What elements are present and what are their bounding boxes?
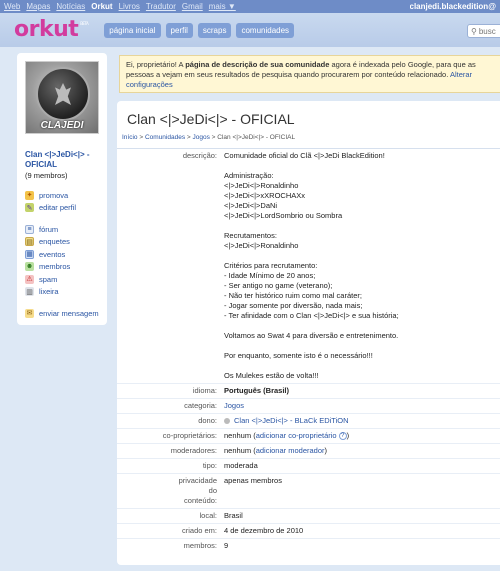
location-value: Brasil: [224, 511, 243, 520]
user-email[interactable]: clanjedi.blackedition@: [409, 2, 496, 11]
location-row: [117, 508, 500, 523]
description-line: Os Mulekes estão de volta!!!: [224, 371, 319, 380]
members-label: membros:: [183, 541, 217, 550]
owner-link[interactable]: Clan <|>JeDi<|> - BLaCk EDiTiON: [234, 416, 349, 425]
search-icon: ⚲: [471, 26, 477, 36]
description-line: <|>JeDi<|>DaNi: [224, 201, 278, 210]
breadcrumb: [122, 134, 295, 141]
breadcrumb-home[interactable]: Início: [122, 134, 138, 141]
search-box[interactable]: [467, 24, 500, 38]
type-value: moderada: [224, 461, 258, 470]
owner-label: dono:: [198, 416, 217, 425]
description-line: Critérios para recrutamento:: [224, 261, 318, 270]
community-details: [117, 148, 500, 553]
sidebar-item-label[interactable]: fórum: [39, 224, 59, 234]
moderators-value: nenhum: [224, 446, 252, 455]
sidebar-item-label[interactable]: editar perfil: [39, 203, 77, 213]
privacy-label: privacidade do conteúdo:: [178, 476, 217, 505]
location-label: local:: [199, 511, 217, 520]
description-row: [117, 148, 500, 383]
description-line: - Ser antigo no game (veterano);: [224, 281, 333, 290]
orkut-header: [0, 13, 500, 47]
category-link[interactable]: Jogos: [224, 401, 245, 410]
sidebar-item-label[interactable]: promova: [39, 190, 69, 200]
sidebar-item-promote[interactable]: [25, 189, 107, 202]
co-owners-label: co-proprietários:: [162, 431, 217, 440]
sidebar-menu-owner: [25, 189, 107, 214]
add-moderator-link[interactable]: adicionar moderador: [255, 446, 325, 455]
language-row: [117, 383, 500, 398]
co-owners-value: nenhum: [224, 431, 252, 440]
description-line: Recrutamentos:: [224, 231, 277, 240]
sidebar-item-label[interactable]: enviar mensagem: [39, 308, 99, 318]
description-line: <|>JeDi<|>Ronaldinho: [224, 241, 299, 250]
moderators-label: moderadores:: [170, 446, 217, 455]
members-value: 9: [224, 541, 229, 550]
topbar-link-maps[interactable]: Mapas: [26, 2, 51, 11]
description-line: [224, 251, 500, 261]
description-line: - Jogar somente por diversão, nada mais;: [224, 301, 363, 310]
moderators-row: moderadores: nenhum (adicionar moderador): [117, 443, 500, 458]
description-line: <|>JeDi<|>Ronaldinho: [224, 181, 299, 190]
topbar-link-books[interactable]: Livros: [118, 2, 140, 11]
topbar-link-web[interactable]: Web: [4, 2, 21, 11]
forum-icon: ≡: [25, 225, 34, 234]
breadcrumb-current: Clan <|>JeDi<|> - OFICIAL: [217, 134, 296, 141]
trash-icon: ▥: [26, 288, 33, 296]
description-line: <|>JeDi<|>xXROCHAXx: [224, 191, 306, 200]
sidebar-item-label[interactable]: eventos: [39, 249, 66, 259]
sidebar-item-edit-profile[interactable]: [25, 202, 107, 215]
search-input[interactable]: [479, 27, 500, 36]
sidebar-item-forum[interactable]: [25, 223, 107, 236]
community-main-panel: [117, 101, 500, 565]
members-count: (9 membros): [25, 171, 68, 180]
breadcrumb-communities[interactable]: Comunidades: [144, 134, 186, 141]
breadcrumb-games[interactable]: Jogos: [192, 134, 210, 141]
co-owners-row: co-proprietários: nenhum (adicionar co-proprietário ? ): [117, 428, 500, 443]
type-row: [117, 458, 500, 473]
language-label: idioma:: [192, 386, 217, 395]
description-line: <|>JeDi<|>LordSombrio ou Sombra: [224, 211, 343, 220]
sidebar-item-members[interactable]: [25, 261, 107, 274]
created-value: 4 de dezembro de 2010: [224, 526, 304, 535]
description-line: - Não ter histórico ruim como mal caráter;: [224, 291, 362, 300]
nav-communities-button[interactable]: comunidades: [236, 23, 294, 38]
description-line: [224, 361, 500, 371]
breadcrumb-separator: >: [137, 134, 145, 141]
community-name-link[interactable]: Clan <|>JeDi<|> - OFICIAL: [25, 150, 90, 169]
help-icon[interactable]: ?: [339, 432, 347, 440]
sidebar-item-send-message[interactable]: [25, 307, 107, 320]
description-line: [224, 321, 500, 331]
topbar-link-news[interactable]: Notícias: [56, 2, 86, 11]
members-row: [117, 538, 500, 553]
topbar-link-gmail[interactable]: Gmail: [181, 2, 203, 11]
rebel-emblem-icon: [36, 67, 90, 121]
sidebar-menu-community: [25, 223, 107, 298]
type-label: tipo:: [202, 461, 217, 470]
sidebar-item-label[interactable]: enquetes: [39, 237, 70, 247]
description-label: descrição:: [182, 151, 217, 160]
privacy-row: [117, 473, 500, 508]
google-top-bar: [0, 0, 500, 13]
change-settings-link[interactable]: Alterar configurações: [126, 70, 473, 89]
description-line: - Ter afinidade com o Clan <|>JeDi<|> e sua história;: [224, 311, 399, 320]
topbar-link-more[interactable]: mais ▼: [208, 2, 236, 11]
description-line: Administração:: [224, 171, 274, 180]
members-icon: ☻: [25, 263, 34, 271]
page-title: Clan <|>JeDi<|> - OFICIAL: [127, 111, 295, 127]
description-line: Voltamos ao Swat 4 para diversão e entretenimento.: [224, 331, 399, 340]
beta-label: BETA: [80, 20, 89, 26]
envelope-icon: ✉: [26, 310, 33, 318]
owner-notice: [119, 55, 500, 93]
description-text: [221, 151, 500, 381]
sidebar-menu-message: [25, 307, 107, 320]
nav-home-button[interactable]: página inicial: [104, 23, 160, 38]
sidebar-item-label[interactable]: lixeira: [39, 287, 59, 297]
notice-prefix: Ei, proprietário! A: [126, 60, 186, 69]
owner-row: [117, 413, 500, 428]
promote-icon: ✦: [26, 192, 33, 200]
orkut-logo[interactable]: [14, 16, 89, 42]
owner-status-icon: [224, 418, 230, 424]
sidebar-item-trash[interactable]: [25, 286, 107, 299]
topbar-link-translate[interactable]: Tradutor: [145, 2, 176, 11]
sidebar-item-events[interactable]: [25, 248, 107, 261]
description-line: Comunidade oficial do Clã <|>JeDi BlackEdition!: [224, 151, 385, 160]
add-co-owner-link[interactable]: adicionar co-proprietário: [255, 431, 337, 440]
avatar-label: CLAJEDI: [40, 120, 84, 131]
category-row: [117, 398, 500, 413]
polls-icon: ▤: [26, 238, 33, 246]
sidebar-item-spam[interactable]: [25, 273, 107, 286]
notice-text: agora é indexada pelo Google, para que as pessoas a vejam em seus resultados de pesquisa quando procurarem por conteúdo relacionado.: [126, 60, 476, 79]
created-row: [117, 523, 500, 538]
community-avatar[interactable]: [25, 61, 99, 134]
language-value: Português (Brasil): [224, 386, 290, 395]
breadcrumb-separator: >: [209, 134, 218, 141]
edit-profile-icon: ✎: [26, 204, 33, 212]
notice-bold: página de descrição de sua comunidade: [185, 60, 330, 69]
description-line: [224, 341, 500, 351]
nav-scraps-button[interactable]: scraps: [198, 23, 232, 38]
description-line: [224, 161, 500, 171]
logo-text: orkut: [14, 16, 79, 42]
sidebar-item-polls[interactable]: [25, 236, 107, 249]
breadcrumb-separator: >: [185, 134, 193, 141]
description-line: Por enquanto, somente isto é o necessário!!!: [224, 351, 373, 360]
community-sidebar: [17, 53, 107, 325]
topbar-link-orkut[interactable]: Orkut: [91, 2, 113, 11]
description-line: - Idade Mínimo de 20 anos;: [224, 271, 316, 280]
events-icon: ▦: [26, 251, 33, 259]
privacy-value: apenas membros: [224, 476, 282, 485]
spam-icon: ⚠: [26, 276, 33, 284]
created-label: criado em:: [181, 526, 217, 535]
description-line: [224, 221, 500, 231]
sidebar-item-label[interactable]: spam: [39, 274, 58, 284]
sidebar-item-label[interactable]: membros: [39, 262, 71, 272]
nav-profile-button[interactable]: perfil: [166, 23, 193, 38]
category-label: categoria:: [184, 401, 217, 410]
